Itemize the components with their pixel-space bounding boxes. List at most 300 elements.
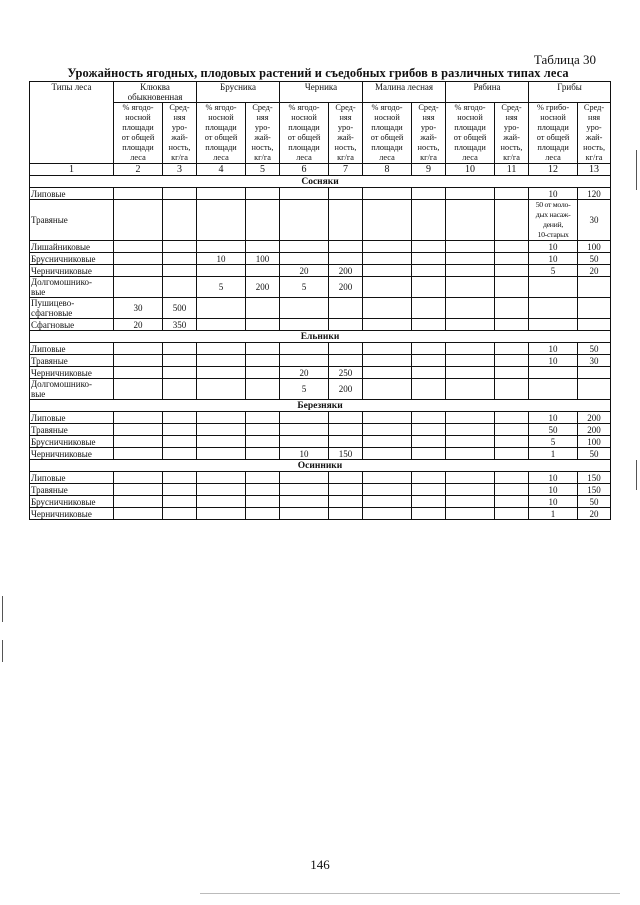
table-cell: 1 — [529, 448, 578, 460]
subheader-percent: % ягодо- носной площади от общей площади леса — [197, 103, 246, 164]
table-cell — [163, 508, 197, 520]
table-cell: 5 — [529, 265, 578, 277]
table-cell — [329, 188, 363, 200]
table-cell — [280, 508, 329, 520]
table-row — [30, 367, 611, 379]
table-cell — [363, 200, 412, 241]
table-cell — [163, 424, 197, 436]
table-cell — [529, 277, 578, 298]
table-cell — [578, 319, 611, 331]
table-cell: 200 — [329, 379, 363, 400]
table-cell: 50 от моло- дых насаж- дений, 10-старых — [529, 200, 578, 241]
table-cell — [495, 200, 529, 241]
table-cell — [246, 298, 280, 319]
scan-mark-right-2 — [636, 460, 637, 490]
table-cell — [578, 298, 611, 319]
forest-type-name: Пушицево- сфагновые — [30, 298, 114, 319]
table-cell: 120 — [578, 188, 611, 200]
scan-mark-bottom — [200, 893, 620, 894]
table-cell: 200 — [578, 412, 611, 424]
forest-type-name: Черничниковые — [30, 265, 114, 277]
table-cell — [163, 496, 197, 508]
table-cell — [495, 253, 529, 265]
page-number: 146 — [310, 857, 330, 872]
column-number: 10 — [446, 164, 495, 176]
table-cell — [446, 508, 495, 520]
table-cell — [329, 253, 363, 265]
column-number-row — [30, 164, 611, 176]
table-cell: 150 — [329, 448, 363, 460]
table-cell — [246, 448, 280, 460]
column-number: 11 — [495, 164, 529, 176]
column-number: 4 — [197, 164, 246, 176]
forest-type-name: Лишайниковые — [30, 241, 114, 253]
subheader-yield: Сред- няя уро- жай- ность, кг/га — [246, 103, 280, 164]
header-group: Малина лесная — [363, 82, 446, 103]
forest-type-name: Липовые — [30, 188, 114, 200]
table-cell — [114, 355, 163, 367]
header-group: Брусника — [197, 82, 280, 103]
table-cell — [246, 265, 280, 277]
table-cell — [529, 298, 578, 319]
section-title: Березняки — [30, 400, 611, 412]
table-row — [30, 379, 611, 400]
table-cell — [246, 241, 280, 253]
table-cell — [412, 508, 446, 520]
table-cell — [412, 241, 446, 253]
table-cell — [446, 241, 495, 253]
table-cell: 10 — [529, 496, 578, 508]
table-cell — [446, 412, 495, 424]
section-row — [30, 331, 611, 343]
header-group: Клюква обыкновенная — [114, 82, 197, 103]
forest-type-name: Липовые — [30, 472, 114, 484]
table-cell — [446, 298, 495, 319]
table-cell — [495, 298, 529, 319]
table-cell — [114, 277, 163, 298]
column-number: 5 — [246, 164, 280, 176]
subheader-percent: % ягодо- носной площади от общей площади леса — [114, 103, 163, 164]
forest-type-name: Черничниковые — [30, 508, 114, 520]
table-cell — [363, 319, 412, 331]
table-cell — [246, 188, 280, 200]
table-row — [30, 448, 611, 460]
table-cell — [495, 379, 529, 400]
table-cell: 10 — [529, 355, 578, 367]
table-cell: 50 — [578, 496, 611, 508]
table-cell — [114, 448, 163, 460]
table-cell — [329, 298, 363, 319]
table-cell: 10 — [529, 343, 578, 355]
subheader-yield: Сред- няя уро- жай- ность, кг/га — [495, 103, 529, 164]
column-number: 7 — [329, 164, 363, 176]
table-cell — [446, 367, 495, 379]
table-cell — [163, 200, 197, 241]
table-cell — [446, 379, 495, 400]
header-forest-types: Типы леса — [30, 82, 114, 164]
table-cell — [329, 484, 363, 496]
table-cell — [197, 424, 246, 436]
table-cell — [412, 319, 446, 331]
forest-type-name: Черничниковые — [30, 367, 114, 379]
table-cell — [329, 241, 363, 253]
table-cell — [329, 412, 363, 424]
table-cell: 50 — [578, 448, 611, 460]
table-cell — [495, 448, 529, 460]
table-cell: 200 — [329, 265, 363, 277]
table-cell — [163, 484, 197, 496]
table-row — [30, 188, 611, 200]
table-cell — [446, 472, 495, 484]
table-cell — [495, 436, 529, 448]
table-cell: 50 — [529, 424, 578, 436]
table-cell — [529, 367, 578, 379]
forest-type-name: Долгомошнико- вые — [30, 379, 114, 400]
table-cell — [446, 277, 495, 298]
table-cell — [363, 436, 412, 448]
table-cell: 5 — [280, 277, 329, 298]
table-cell — [246, 436, 280, 448]
column-number: 13 — [578, 164, 611, 176]
header-group: Рябина — [446, 82, 529, 103]
forest-type-name: Брусничниковые — [30, 496, 114, 508]
table-title: Урожайность ягодных, плодовых растений и съедобных грибов в различных типах леса — [67, 66, 569, 80]
table-cell — [280, 343, 329, 355]
table-cell — [197, 496, 246, 508]
table-cell — [197, 298, 246, 319]
table-cell — [529, 379, 578, 400]
forest-type-name: Брусничниковые — [30, 436, 114, 448]
table-cell — [197, 265, 246, 277]
scan-mark-right — [636, 150, 637, 190]
table-cell — [114, 472, 163, 484]
table-cell — [197, 436, 246, 448]
table-cell — [163, 343, 197, 355]
table-cell: 350 — [163, 319, 197, 331]
table-cell — [495, 367, 529, 379]
table-row — [30, 200, 611, 241]
forest-type-name: Сфагновые — [30, 319, 114, 331]
table-cell — [280, 298, 329, 319]
table-cell — [363, 265, 412, 277]
table-cell: 150 — [578, 472, 611, 484]
header-group: Черника — [280, 82, 363, 103]
table-row — [30, 436, 611, 448]
table-cell — [412, 496, 446, 508]
table-row — [30, 484, 611, 496]
table-cell — [495, 241, 529, 253]
table-cell — [246, 484, 280, 496]
table-cell: 500 — [163, 298, 197, 319]
table-cell — [114, 253, 163, 265]
table-cell — [329, 355, 363, 367]
table-cell — [114, 241, 163, 253]
table-cell — [246, 343, 280, 355]
table-cell — [412, 277, 446, 298]
column-number: 6 — [280, 164, 329, 176]
forest-type-name: Липовые — [30, 343, 114, 355]
subheader-yield: Сред- няя уро- жай- ность, кг/га — [163, 103, 197, 164]
table-cell — [495, 484, 529, 496]
table-cell — [446, 319, 495, 331]
table-cell — [197, 508, 246, 520]
table-cell — [363, 448, 412, 460]
table-cell — [495, 277, 529, 298]
yield-table — [29, 81, 611, 520]
table-cell — [197, 472, 246, 484]
table-cell — [578, 379, 611, 400]
table-cell: 5 — [197, 277, 246, 298]
subheader-yield: Сред- няя уро- жай- ность, кг/га — [578, 103, 611, 164]
subheader-percent: % ягодо- носной площади от общей площади леса — [280, 103, 329, 164]
table-cell — [114, 265, 163, 277]
table-cell — [363, 277, 412, 298]
table-cell — [412, 448, 446, 460]
table-cell — [246, 355, 280, 367]
table-cell — [446, 265, 495, 277]
table-cell: 200 — [578, 424, 611, 436]
section-row — [30, 176, 611, 188]
table-cell — [363, 496, 412, 508]
table-cell — [363, 367, 412, 379]
forest-type-name: Черничниковые — [30, 448, 114, 460]
table-cell — [163, 355, 197, 367]
table-cell — [412, 253, 446, 265]
table-label: Таблица 30 — [533, 52, 596, 67]
table-row — [30, 265, 611, 277]
table-cell — [495, 355, 529, 367]
table-cell: 10 — [280, 448, 329, 460]
table-cell: 50 — [578, 343, 611, 355]
table-cell — [495, 412, 529, 424]
table-cell — [578, 277, 611, 298]
table-row — [30, 298, 611, 319]
table-cell — [197, 200, 246, 241]
table-cell — [114, 343, 163, 355]
table-cell: 10 — [529, 412, 578, 424]
table-row — [30, 496, 611, 508]
table-cell — [197, 379, 246, 400]
table-cell — [363, 412, 412, 424]
table-cell — [114, 200, 163, 241]
column-number: 8 — [363, 164, 412, 176]
table-cell — [246, 412, 280, 424]
table-cell: 50 — [578, 253, 611, 265]
table-cell — [329, 424, 363, 436]
section-title: Ельники — [30, 331, 611, 343]
column-number: 2 — [114, 164, 163, 176]
table-cell — [363, 343, 412, 355]
table-cell: 20 — [114, 319, 163, 331]
scan-mark-left-2 — [2, 640, 3, 662]
table-cell — [246, 508, 280, 520]
forest-type-name: Травяные — [30, 484, 114, 496]
table-cell — [197, 484, 246, 496]
forest-type-name: Липовые — [30, 412, 114, 424]
table-cell — [197, 188, 246, 200]
table-cell — [412, 298, 446, 319]
forest-type-name: Травяные — [30, 424, 114, 436]
table-cell — [412, 265, 446, 277]
table-cell — [246, 379, 280, 400]
table-cell — [246, 367, 280, 379]
table-cell — [495, 188, 529, 200]
table-cell — [412, 188, 446, 200]
table-cell — [363, 424, 412, 436]
table-cell — [329, 496, 363, 508]
table-cell — [495, 319, 529, 331]
table-cell: 150 — [578, 484, 611, 496]
table-cell: 10 — [197, 253, 246, 265]
table-cell — [197, 241, 246, 253]
table-cell — [412, 379, 446, 400]
table-cell — [197, 319, 246, 331]
table-cell: 10 — [529, 484, 578, 496]
table-cell: 5 — [529, 436, 578, 448]
table-cell — [280, 253, 329, 265]
subheader-percent: % грибо- носной площади от общей площади леса — [529, 103, 578, 164]
table-cell — [163, 253, 197, 265]
table-cell — [163, 241, 197, 253]
table-cell — [412, 200, 446, 241]
table-cell: 200 — [246, 277, 280, 298]
table-cell — [363, 484, 412, 496]
table-cell: 10 — [529, 472, 578, 484]
subheader-percent: % ягодо- носной площади от общей площади леса — [363, 103, 412, 164]
forest-type-name: Травяные — [30, 355, 114, 367]
table-row — [30, 343, 611, 355]
table-cell — [363, 253, 412, 265]
section-title: Сосняки — [30, 176, 611, 188]
scan-mark-left — [2, 596, 3, 622]
table-cell — [495, 343, 529, 355]
table-cell — [412, 436, 446, 448]
table-cell — [246, 424, 280, 436]
table-cell — [578, 367, 611, 379]
table-cell — [246, 200, 280, 241]
table-cell — [446, 253, 495, 265]
table-cell — [495, 424, 529, 436]
table-cell — [446, 424, 495, 436]
table-cell — [446, 496, 495, 508]
table-cell — [280, 484, 329, 496]
header-row — [30, 82, 611, 103]
table-cell — [446, 188, 495, 200]
table-cell: 30 — [578, 355, 611, 367]
table-cell — [114, 367, 163, 379]
table-cell: 250 — [329, 367, 363, 379]
table-cell — [163, 436, 197, 448]
table-cell: 100 — [578, 436, 611, 448]
table-cell: 30 — [578, 200, 611, 241]
table-cell — [197, 367, 246, 379]
table-cell — [363, 355, 412, 367]
table-cell: 10 — [529, 188, 578, 200]
table-cell — [114, 496, 163, 508]
table-cell: 10 — [529, 241, 578, 253]
section-row — [30, 460, 611, 472]
table-cell — [163, 265, 197, 277]
table-cell — [163, 472, 197, 484]
forest-type-name: Травяные — [30, 200, 114, 241]
forest-type-name: Брусничниковые — [30, 253, 114, 265]
table-cell: 20 — [578, 508, 611, 520]
table-cell — [329, 343, 363, 355]
table-row — [30, 319, 611, 331]
table-cell — [114, 484, 163, 496]
table-cell — [280, 319, 329, 331]
table-cell: 30 — [114, 298, 163, 319]
table-cell — [280, 241, 329, 253]
column-number: 1 — [30, 164, 114, 176]
table-cell — [197, 343, 246, 355]
table-cell: 20 — [280, 265, 329, 277]
table-cell: 1 — [529, 508, 578, 520]
table-cell: 5 — [280, 379, 329, 400]
table-cell — [329, 472, 363, 484]
table-cell: 100 — [578, 241, 611, 253]
table-cell — [446, 448, 495, 460]
table-cell — [280, 188, 329, 200]
table-cell — [197, 412, 246, 424]
subheader-yield: Сред- няя уро- жай- ность, кг/га — [329, 103, 363, 164]
section-title: Осинники — [30, 460, 611, 472]
table-cell — [197, 448, 246, 460]
table-cell — [363, 241, 412, 253]
table-cell — [412, 367, 446, 379]
table-cell — [280, 355, 329, 367]
table-cell — [197, 355, 246, 367]
table-row — [30, 277, 611, 298]
column-number: 9 — [412, 164, 446, 176]
column-number: 12 — [529, 164, 578, 176]
header-group: Грибы — [529, 82, 611, 103]
table-cell — [446, 484, 495, 496]
table-cell — [246, 496, 280, 508]
table-row — [30, 472, 611, 484]
table-cell — [163, 188, 197, 200]
table-cell — [280, 436, 329, 448]
table-cell — [446, 355, 495, 367]
table-cell — [329, 200, 363, 241]
table-cell — [329, 508, 363, 520]
table-cell — [412, 412, 446, 424]
section-row — [30, 400, 611, 412]
table-cell — [446, 343, 495, 355]
table-cell — [495, 265, 529, 277]
table-cell — [114, 379, 163, 400]
table-cell — [495, 508, 529, 520]
table-cell — [412, 355, 446, 367]
table-cell: 20 — [578, 265, 611, 277]
table-cell — [446, 200, 495, 241]
table-cell — [495, 472, 529, 484]
table-cell — [329, 319, 363, 331]
table-cell: 100 — [246, 253, 280, 265]
table-row — [30, 355, 611, 367]
table-cell — [529, 319, 578, 331]
table-cell — [114, 508, 163, 520]
table-cell — [363, 379, 412, 400]
table-cell — [114, 188, 163, 200]
table-cell — [280, 424, 329, 436]
table-cell — [163, 412, 197, 424]
subheader-yield: Сред- няя уро- жай- ность, кг/га — [412, 103, 446, 164]
table-cell — [246, 472, 280, 484]
forest-type-name: Долгомошнико- вые — [30, 277, 114, 298]
table-cell — [246, 319, 280, 331]
table-cell — [412, 472, 446, 484]
